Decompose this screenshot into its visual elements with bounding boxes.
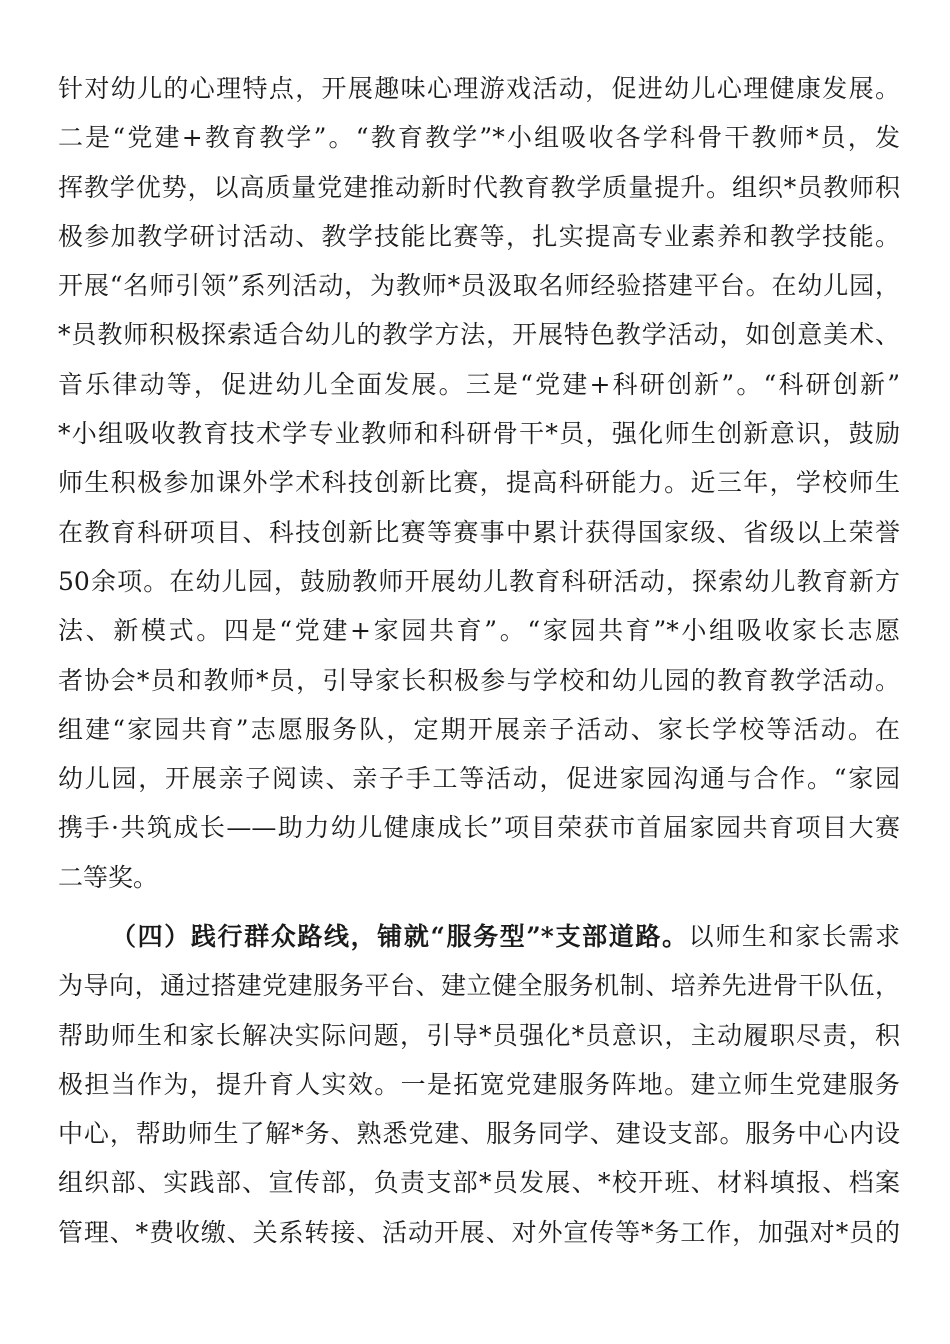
text-line: 开展“名师引领”系列活动，为教师*员汲取名师经验搭建平台。在幼儿园， <box>58 271 900 301</box>
text-line: *小组吸收教育技术学专业教师和科研骨干*员，强化师生创新意识，鼓励 <box>58 419 900 449</box>
text-line: 师生积极参加课外学术科技创新比赛，提高科研能力。近三年，学校师生 <box>58 468 900 498</box>
text-line: 幼儿园，开展亲子阅读、亲子手工等活动，促进家园沟通与合作。“家园 <box>58 764 900 794</box>
text-line: 音乐律动等，促进幼儿全面发展。三是“党建+科研创新”。“科研创新” <box>58 369 900 399</box>
section-heading: （四）践行群众路线，铺就“服务型”*支部道路。 <box>111 922 689 951</box>
text-line: 二是“党建+教育教学”。“教育教学”*小组吸收各学科骨干教师*员，发 <box>58 123 900 153</box>
text-line: 为导向，通过搭建党建服务平台、建立健全服务机制、培养先进骨干队伍， <box>58 971 900 1001</box>
text-line: 组建“家园共育”志愿服务队，定期开展亲子活动、家长学校等活动。在 <box>58 714 900 744</box>
text-line: 在教育科研项目、科技创新比赛等赛事中累计获得国家级、省级以上荣誉 <box>58 517 900 547</box>
text-line: *员教师积极探索适合幼儿的教学方法，开展特色教学活动，如创意美术、 <box>58 320 900 350</box>
text-line: 挥教学优势，以高质量党建推动新时代教育教学质量提升。组织*员教师积 <box>58 172 900 202</box>
text-line: 极参加教学研讨活动、教学技能比赛等，扎实提高专业素养和教学技能。 <box>58 221 900 251</box>
text-line: 管理、*费收缴、关系转接、活动开展、对外宣传等*务工作，加强对*员的 <box>58 1217 900 1247</box>
text-line: 中心，帮助师生了解*务、熟悉党建、服务同学、建设支部。服务中心内设 <box>58 1119 900 1149</box>
text-line: 50余项。在幼儿园，鼓励教师开展幼儿教育科研活动，探索幼儿教育新方 <box>58 566 900 596</box>
text-line: 携手·共筑成长——助力幼儿健康成长”项目荣获市首届家园共育项目大赛 <box>58 813 900 843</box>
text-line-heading <box>58 912 900 961</box>
text-line: 者协会*员和教师*员，引导家长积极参与学校和幼儿园的教育教学活动。 <box>58 665 900 695</box>
paragraph-service-branch <box>58 912 900 1257</box>
text-line: 二等奖。 <box>58 862 159 892</box>
text-line: 极担当作为，提升育人实效。一是拓宽党建服务阵地。建立师生党建服务 <box>58 1069 900 1099</box>
text-line: 法、新模式。四是“党建+家园共育”。“家园共育”*小组吸收家长志愿 <box>58 616 900 646</box>
text-line: 针对幼儿的心理特点，开展趣味心理游戏活动，促进幼儿心理健康发展。 <box>58 74 900 103</box>
paragraph-party-building-education <box>58 64 900 902</box>
heading-line-continuation: 以师生和家长需求 <box>688 922 900 951</box>
text-line: 组织部、实践部、宣传部，负责支部*员发展、*校开班、材料填报、档案 <box>58 1168 900 1198</box>
text-line: 帮助师生和家长解决实际问题，引导*员强化*员意识，主动履职尽责，积 <box>58 1020 900 1050</box>
